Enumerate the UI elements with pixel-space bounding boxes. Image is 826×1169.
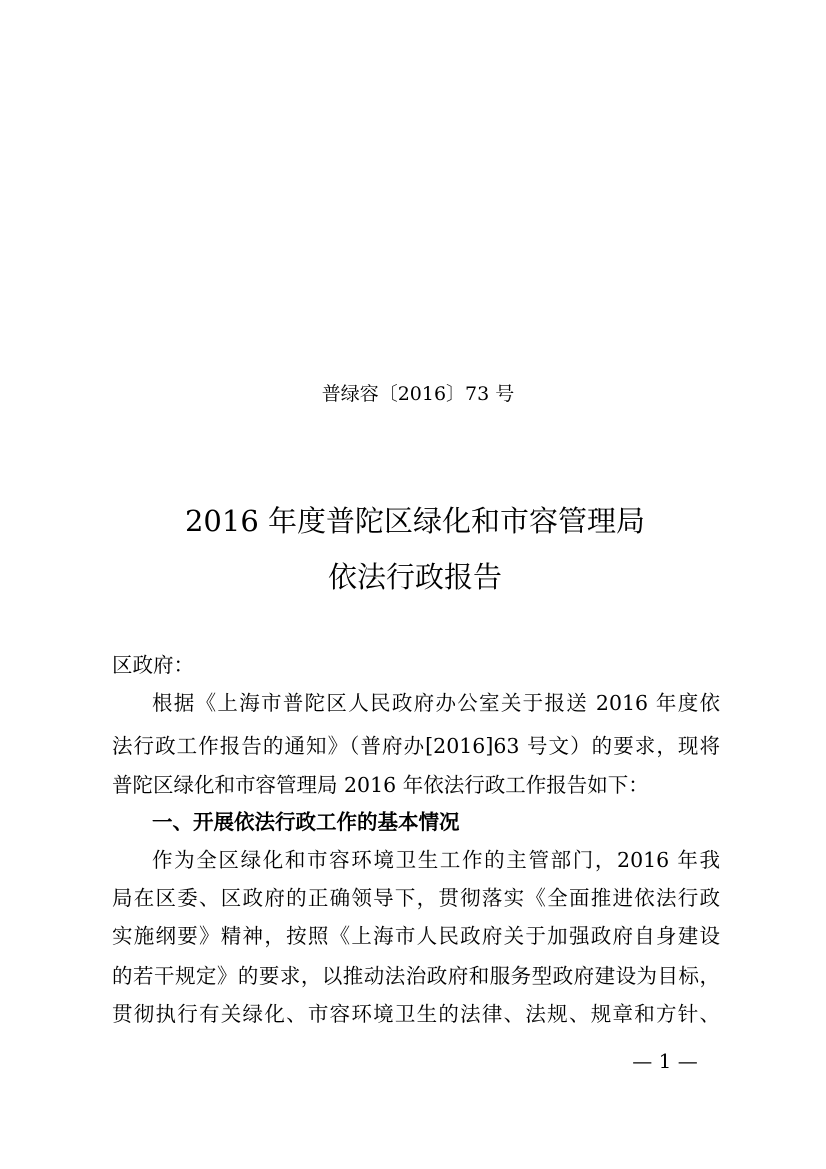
paragraph-2-line-5: 贯彻执行有关绿化、市容环境卫生的法律、法规、规章和方针、 [112,1002,720,1026]
paragraph-1-line-2: 法行政工作报告的通知》（普府办[2016]63 号文）的要求，现将 [112,734,720,758]
page-number: — 1 — [632,1049,698,1073]
section-1-heading: 一、开展依法行政工作的基本情况 [152,810,460,834]
paragraph-1-line-3: 普陀区绿化和市容管理局 2016 年依法行政工作报告如下： [112,773,649,797]
addressee: 区政府： [112,653,194,677]
document-title-line-1: 2016 年度普陀区绿化和市容管理局 [184,504,646,538]
paragraph-2-line-4: 的若干规定》的要求，以推动法治政府和服务型政府建设为目标， [112,964,720,988]
document-number: 普绿容〔2016〕73 号 [321,383,515,405]
paragraph-2-line-3: 实施纲要》精神，按照《上海市人民政府关于加强政府自身建设 [112,924,720,948]
document-title-line-2: 依法行政报告 [327,560,502,594]
paragraph-2-line-2: 局在区委、区政府的正确领导下，贯彻落实《全面推进依法行政 [112,886,720,910]
paragraph-1-line-1: 根据《上海市普陀区人民政府办公室关于报送 2016 年度依 [152,691,720,715]
paragraph-2-line-1: 作为全区绿化和市容环境卫生工作的主管部门，2016 年我 [152,848,720,872]
